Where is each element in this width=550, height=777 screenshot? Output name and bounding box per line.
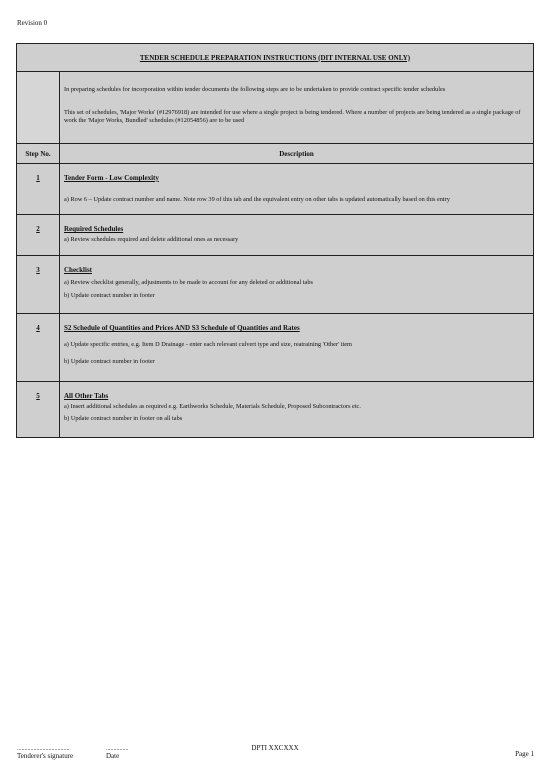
step-description: [60, 215, 533, 255]
step-number: 1: [17, 164, 60, 214]
step-no-header: Step No.: [17, 144, 60, 163]
document-code: DPTI XXCXXX: [251, 744, 299, 752]
step-row: [17, 215, 533, 256]
step-title: Checklist: [64, 266, 92, 274]
step-description: [60, 256, 533, 313]
step-description: [60, 382, 533, 437]
step-number: 4: [17, 314, 60, 381]
step-number: 2: [17, 215, 60, 255]
step-item: a) Update specific entries, e.g. Item D Drainage - enter each relevant culvert type and size, reatraining 'Other' item: [64, 341, 352, 348]
description-header: Description: [279, 149, 314, 158]
step-description: [60, 314, 533, 381]
date-dots: ...............: [106, 746, 129, 752]
step-item: a) Row 6 – Update contract number and name. Note row 39 of this tab and the equivalent entry on other tabs is updated automatically based on this entry: [64, 196, 450, 203]
intro-row: [17, 72, 533, 144]
step-row: [17, 314, 533, 382]
step-item: b) Update contract number in footer: [64, 358, 155, 365]
page-number: Page 1: [515, 750, 534, 758]
step-row: [17, 382, 533, 437]
step-title: Tender Form - Low Complexity: [64, 174, 159, 182]
intro-paragraph-1: In preparing schedules for incorporation within tender documents the following steps are to be undertaken to provide contract specific tender schedules: [64, 86, 446, 93]
step-item: a) Insert additional schedules as required e.g. Earthworks Schedule, Materials Schedule, Proposed Subcontractors etc.: [64, 403, 361, 410]
instructions-table: [16, 43, 534, 438]
revision-label: Revision 0: [17, 19, 48, 27]
table-title: [17, 44, 533, 72]
step-title: Required Schedules: [64, 225, 124, 233]
column-header-row: [17, 144, 533, 164]
signature-label: Tenderer's signature: [17, 752, 74, 760]
step-description: [60, 164, 533, 214]
intro-step-cell: [17, 72, 60, 143]
step-item: a) Review checklist generally, adjustments to be made to account for any deleted or additional tabs: [64, 279, 313, 286]
step-row: [17, 164, 533, 215]
table-title-text: TENDER SCHEDULE PREPARATION INSTRUCTIONS (DIT INTERNAL USE ONLY): [139, 53, 411, 62]
step-title: All Other Tabs: [64, 392, 109, 400]
step-title: S2 Schedule of Quantities and Prices AND S3 Schedule of Quantities and Rates: [64, 324, 300, 332]
step-item: a) Review schedules required and delete additional ones as necessary: [64, 236, 239, 243]
step-item: b) Update contract number in footer on all tabs: [64, 415, 183, 422]
step-row: [17, 256, 533, 314]
signature-dots: ...................................: [17, 746, 70, 752]
intro-paragraph-2: This set of schedules, 'Major Works' (#12976918) are intended for use where a single project is being tendered. Where a number of projects are being tendered as a single package of work the 'Major Works, Bundled' schedules (#12054856) are to be used: [64, 109, 521, 124]
intro-text-cell: [60, 72, 533, 143]
date-label: Date: [106, 752, 120, 760]
step-number: 3: [17, 256, 60, 313]
step-number: 5: [17, 382, 60, 437]
step-item: b) Update contract number in footer: [64, 292, 155, 299]
